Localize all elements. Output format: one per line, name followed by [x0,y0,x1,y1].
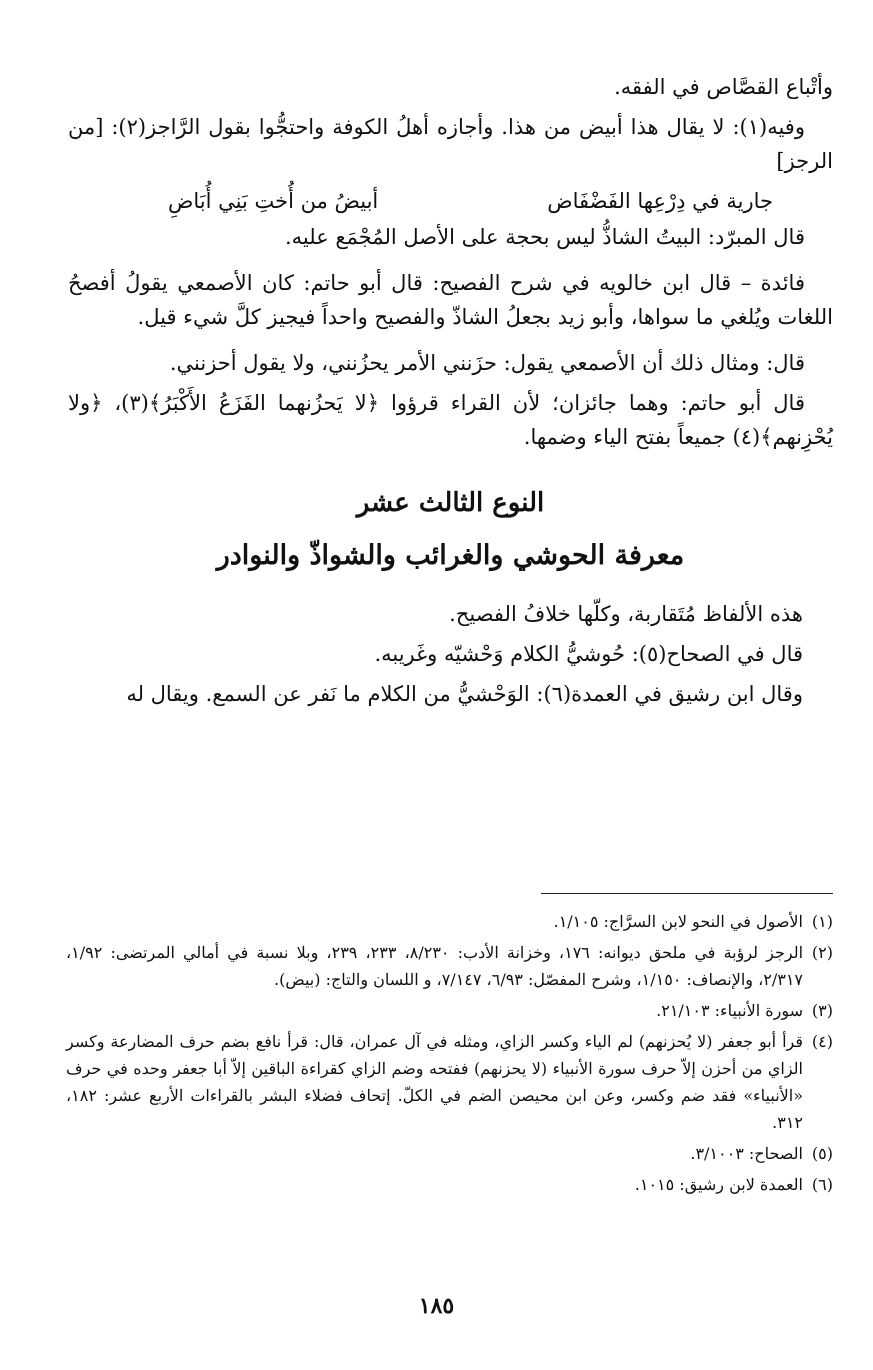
footnote [66,939,833,993]
footnote-text: سورة الأنبياء: ٢١/١٠٣. [656,1001,803,1020]
footnote [66,908,833,935]
verse-hemistich-first: جارية في دِرْعِها الفَضْفَاض [547,189,773,213]
paragraph: قال المبرّد: البيتُ الشاذُّ ليس بحجة على الأصل المُجْمَع عليه. [285,225,805,249]
paragraph: قال أبو حاتم: وهما جائزان؛ لأن القراء قرؤوا ﴿لا يَحزُنهما الفَزَعُ الأَكْبَرُ﴾(٣)، ﴿ولا يُحْزِنهم﴾(٤) جميعاً بفتح الياء وضمها. [68,391,833,449]
section-subtitle: معرفة الحوشي والغرائب والشواذّ والنوادر [216,540,685,571]
page-body [68,70,833,717]
footnote-number: (١) [811,912,833,931]
footnote [66,997,833,1024]
text-line: وأتْباع القصَّاص في الفقه. [614,75,833,99]
section-text [68,597,833,711]
paragraph: قال: ومثال ذلك أن الأصمعي يقول: حزَنني الأمر يحزُنني، ولا يقول أحزنني. [169,351,805,375]
footnote-text: الأصول في النحو لابن السرَّاج: ١/١٠٥. [553,912,803,931]
footnote-text: قرأ أبو جعفر (لا يُحزنهم) لم الياء وكسر الزاي، ومثله في آل عمران، قال: قرأ نافع بضم حرف المضارعة وكسر الزاي من أحزن إلاّ حرف سورة الأنبياء (لا يحزنهم) ففتحه وضم الزاي كقراءة الباقين إلاّ أبا جعفر وحده في حرف «الأنبياء» فقد ضم وكسر، وعن ابن محيصن الضم في الكلّ. إتحاف فضلاء البشر بالقراءات الأربع عشر: ١٨٢، ٣١٢. [66,1032,803,1132]
footnotes [66,908,833,1202]
paragraph: قال في الصحاح(٥): حُوشيُّ الكلام وَحْشيّه وغَريبه. [374,642,803,666]
paragraph: وفيه(١): لا يقال هذا أبيض من هذا. وأجازه أهلُ الكوفة واحتجُّوا بقول الرَّاجز(٢): [من الرجز] [68,115,833,173]
footnote [66,1140,833,1167]
poem-verse [68,184,833,218]
footnote-number: (٦) [811,1175,833,1194]
footnote [66,1028,833,1136]
section-title: النوع الثالث عشر [356,488,545,518]
footnote-number: (٣) [811,1001,833,1020]
footnote-number: (٤) [811,1032,833,1051]
footnote-number: (٥) [811,1144,833,1163]
paragraph: فائدة – قال ابن خالويه في شرح الفصيح: قال أبو حاتم: كان الأصمعي يقولُ أفصحُ اللغات ويُلغي ما سواها، وأبو زيد بجعلُ الشاذّ والفصيح واحداً فيجيز كلَّ شيء قيل. [68,271,833,329]
page-number: ١٨٥ [418,1293,455,1319]
footnote-text: الصحاح: ٣/١٠٠٣. [690,1144,803,1163]
footnote [66,1171,833,1198]
verse-hemistich-second: أبيضُ من أُختِ بَنِي أُبَاضِ [168,189,379,213]
footnote-text: الرجز لرؤبة في ملحق ديوانه: ١٧٦، وخزانة الأدب: ٨/٢٣٠، ٢٣٣، ٢٣٩، وبلا نسبة في أمالي المرتضى: ١/٩٢، ٢/٣١٧، والإنصاف: ١/١٥٠، وشرح المفصّل: ٦/٩٣، ٧/١٤٧، و اللسان والتاج: (بيض). [66,943,804,989]
footnote-number: (٢) [811,943,833,962]
paragraph: وقال ابن رشيق في العمدة(٦): الوَحْشيُّ من الكلام ما نَفر عن السمع. ويقال له [126,682,803,706]
footnote-separator [541,893,833,894]
paragraph: هذه الألفاظ مُتَقاربة، وكلّها خلافُ الفصيح. [449,602,803,626]
footnote-text: العمدة لابن رشيق: ١٠١٥. [634,1175,803,1194]
